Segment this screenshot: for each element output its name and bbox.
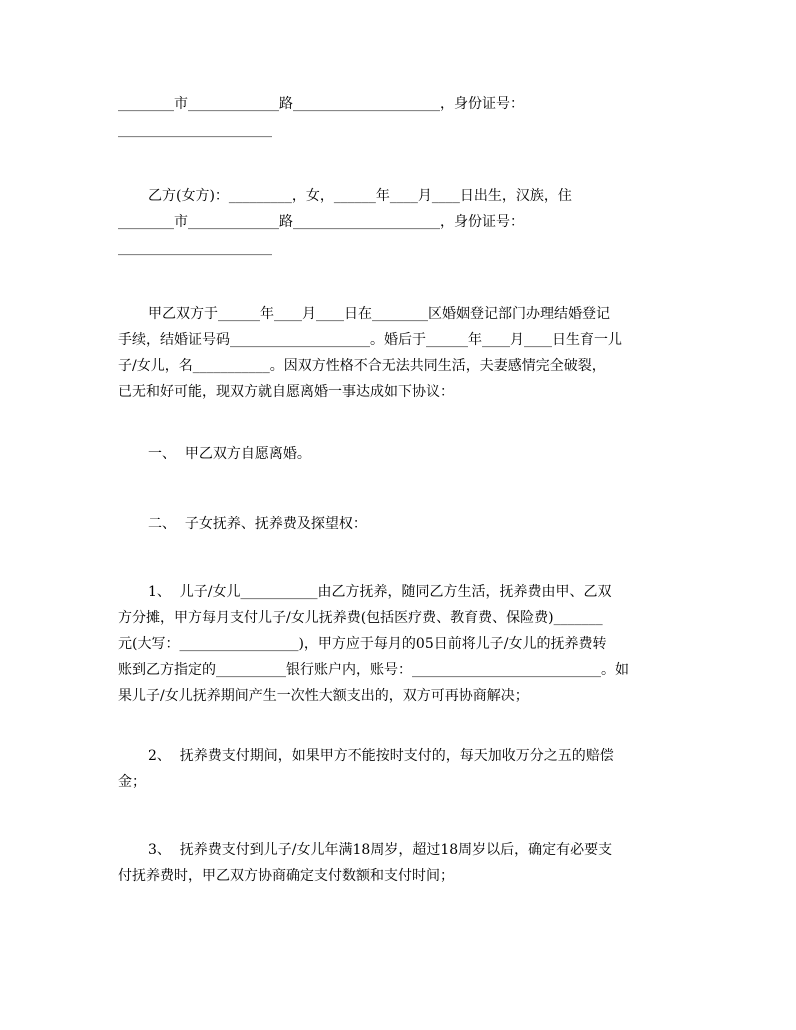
section-heading-2: 二、 子女抚养、抚养费及探望权： — [148, 516, 367, 532]
preamble-line-4: 已无和好可能，现双方就自愿离婚一事达成如下协议： — [118, 384, 454, 400]
party-b-address-line: ________市_____________路_____________________，身份证号： — [118, 214, 524, 230]
preamble-line-3: 子/女儿，名___________。因双方性格不合无法共同生活，夫妻感情完全破裂， — [118, 358, 606, 374]
item-1-line-3: 元(大写：_________________)，甲方应于每月的05日前将儿子/女儿的抚养费转 — [118, 636, 607, 652]
item-3-line-1: 3、 抚养费支付到儿子/女儿年满18周岁，超过18周岁以后，确定有必要支 — [148, 842, 613, 858]
preamble-line-1: 甲乙双方于______年____月____日在________区婚姻登记部门办理结婚登记 — [148, 306, 610, 322]
item-1-line-1: 1、 儿子/女儿___________由乙方抚养，随同乙方生活，抚养费由甲、乙双 — [148, 584, 612, 600]
item-3-line-2: 付抚养费时，甲乙双方协商确定支付数额和支付时间； — [118, 868, 454, 884]
item-2-line-2: 金； — [118, 774, 146, 790]
party-b-intro-line: 乙方(女方)：_________，女，______年____月____日出生，汉族，住 — [148, 188, 572, 204]
party-b-id-blank: ______________________ — [118, 240, 272, 256]
party-a-address-line: ________市_____________路_____________________，身份证号： — [118, 96, 524, 112]
party-a-id-blank: ______________________ — [118, 122, 272, 138]
section-heading-1: 一、 甲乙双方自愿离婚。 — [148, 446, 311, 462]
item-1-line-4: 账到乙方指定的__________银行账户内，账号：___________________________。如 — [118, 662, 629, 678]
item-2-line-1: 2、 抚养费支付期间，如果甲方不能按时支付的，每天加收万分之五的赔偿 — [148, 748, 614, 764]
item-1-line-2: 方分摊，甲方每月支付儿子/女儿抚养费(包括医疗费、教育费、保险费)_______ — [118, 610, 603, 626]
preamble-line-2: 手续，结婚证号码____________________。婚后于______年____月____日生育一儿 — [118, 332, 622, 348]
item-1-line-5: 果儿子/女儿抚养期间产生一次性大额支出的，双方可再协商解决； — [118, 688, 529, 704]
